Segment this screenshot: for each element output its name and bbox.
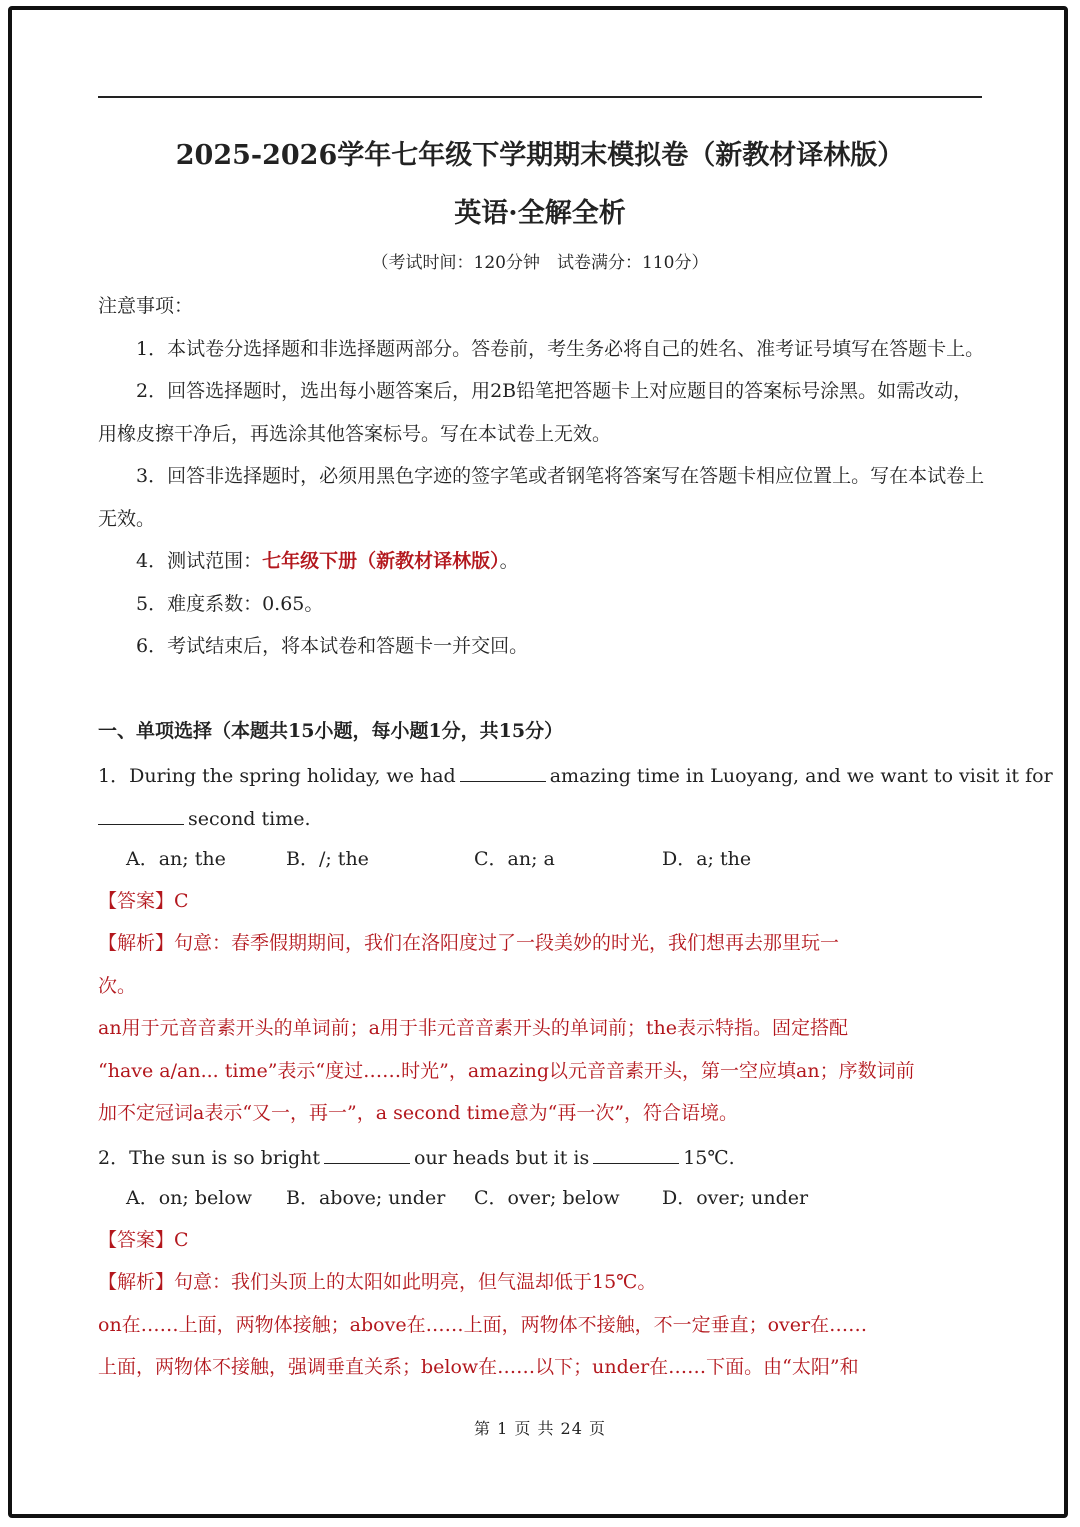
- exam-title: 2025-2026学年七年级下学期期末模拟卷（新教材译林版）: [175, 140, 905, 171]
- q2-stem-part: our heads but it is: [414, 1147, 590, 1169]
- q2-option-a: A．on; below: [126, 1187, 253, 1209]
- q2-answer: 【答案】C: [98, 1229, 189, 1251]
- note-item-3: 3．回答非选择题时，必须用黑色字迹的签字笔或者钢笔将答案写在答题卡相应位置上。写在本试卷上: [136, 465, 985, 487]
- q1-analysis-cont: “have a/an... time”表示“度过……时光”，amazing以元音音素开头，第一空应填an；序数词前: [98, 1060, 915, 1082]
- q1-stem-part: second time.: [188, 808, 311, 830]
- q1-answer: 【答案】C: [98, 890, 189, 912]
- q1-analysis-cont: 次。: [98, 975, 137, 997]
- answer-blank: [593, 1143, 679, 1164]
- note-item-4: [136, 548, 982, 574]
- q1-option-c: C．an; a: [474, 848, 555, 870]
- q1-option-b: B．/; the: [286, 848, 369, 870]
- q2-analysis-cont: 上面，两物体不接触，强调垂直关系；below在……以下；under在……下面。由“太阳”和: [98, 1356, 859, 1378]
- question-1-stem: [98, 761, 1053, 789]
- q2-option-c: C．over; below: [474, 1187, 620, 1209]
- q1-stem-part: amazing time in Luoyang, and we want to visit it for: [549, 765, 1053, 787]
- q1-analysis-cont: 加不定冠词a表示“又一，再一”，a second time意为“再一次”，符合语境。: [98, 1102, 739, 1124]
- test-scope: 七年级下册（新教材译林版）: [262, 550, 500, 572]
- note-item-5: 5．难度系数：0.65。: [136, 593, 324, 615]
- q1-analysis: 【解析】句意：春季假期期间，我们在洛阳度过了一段美妙的时光，我们想再去那里玩一: [98, 932, 840, 954]
- note-item-4-prefix: 4．测试范围：: [136, 550, 263, 572]
- q2-analysis: 【解析】句意：我们头顶上的太阳如此明亮，但气温却低于15℃。: [98, 1271, 657, 1293]
- note-item-1: 1．本试卷分选择题和非选择题两部分。答卷前，考生务必将自己的姓名、准考证号填写在答题卡上。: [136, 338, 985, 360]
- q2-stem-part: 2．The sun is so bright: [98, 1147, 320, 1169]
- page-number: 第 1 页 共 24 页: [474, 1419, 606, 1438]
- answer-blank: [98, 804, 184, 825]
- notes-heading: 注意事项：: [98, 295, 194, 317]
- q1-option-a: A．an; the: [126, 848, 226, 870]
- exam-subtitle: 英语·全解全析: [454, 198, 626, 229]
- q2-analysis-cont: on在……上面，两物体接触；above在……上面，两物体不接触，不一定垂直；over在……: [98, 1314, 868, 1336]
- question-2-stem: [98, 1143, 982, 1171]
- note-item-6: 6．考试结束后，将本试卷和答题卡一并交回。: [136, 635, 529, 657]
- section-heading: 一、单项选择（本题共15小题，每小题1分，共15分）: [98, 720, 564, 742]
- q1-option-d: D．a; the: [662, 848, 752, 870]
- note-item-2: 2．回答选择题时，选出每小题答案后，用2B铅笔把答题卡上对应题目的答案标号涂黑。如需改动，: [136, 380, 973, 402]
- header-rule: [98, 96, 982, 98]
- q1-stem-part: 1．During the spring holiday, we had: [98, 765, 456, 787]
- note-item-3-cont: 无效。: [98, 508, 156, 530]
- q1-analysis-cont: an用于元音音素开头的单词前；a用于非元音音素开头的单词前；the表示特指。固定搭配: [98, 1017, 849, 1039]
- exam-info: （考试时间：120分钟 试卷满分：110分）: [371, 253, 709, 273]
- question-1-stem-cont: [98, 804, 982, 832]
- q2-stem-part: 15℃.: [683, 1147, 735, 1169]
- note-item-2-cont: 用橡皮擦干净后，再选涂其他答案标号。写在本试卷上无效。: [98, 423, 612, 445]
- q2-option-b: B．above; under: [286, 1187, 446, 1209]
- answer-blank: [324, 1143, 410, 1164]
- answer-blank: [460, 761, 546, 782]
- note-item-4-suffix: 。: [499, 550, 519, 572]
- q2-option-d: D．over; under: [662, 1187, 809, 1209]
